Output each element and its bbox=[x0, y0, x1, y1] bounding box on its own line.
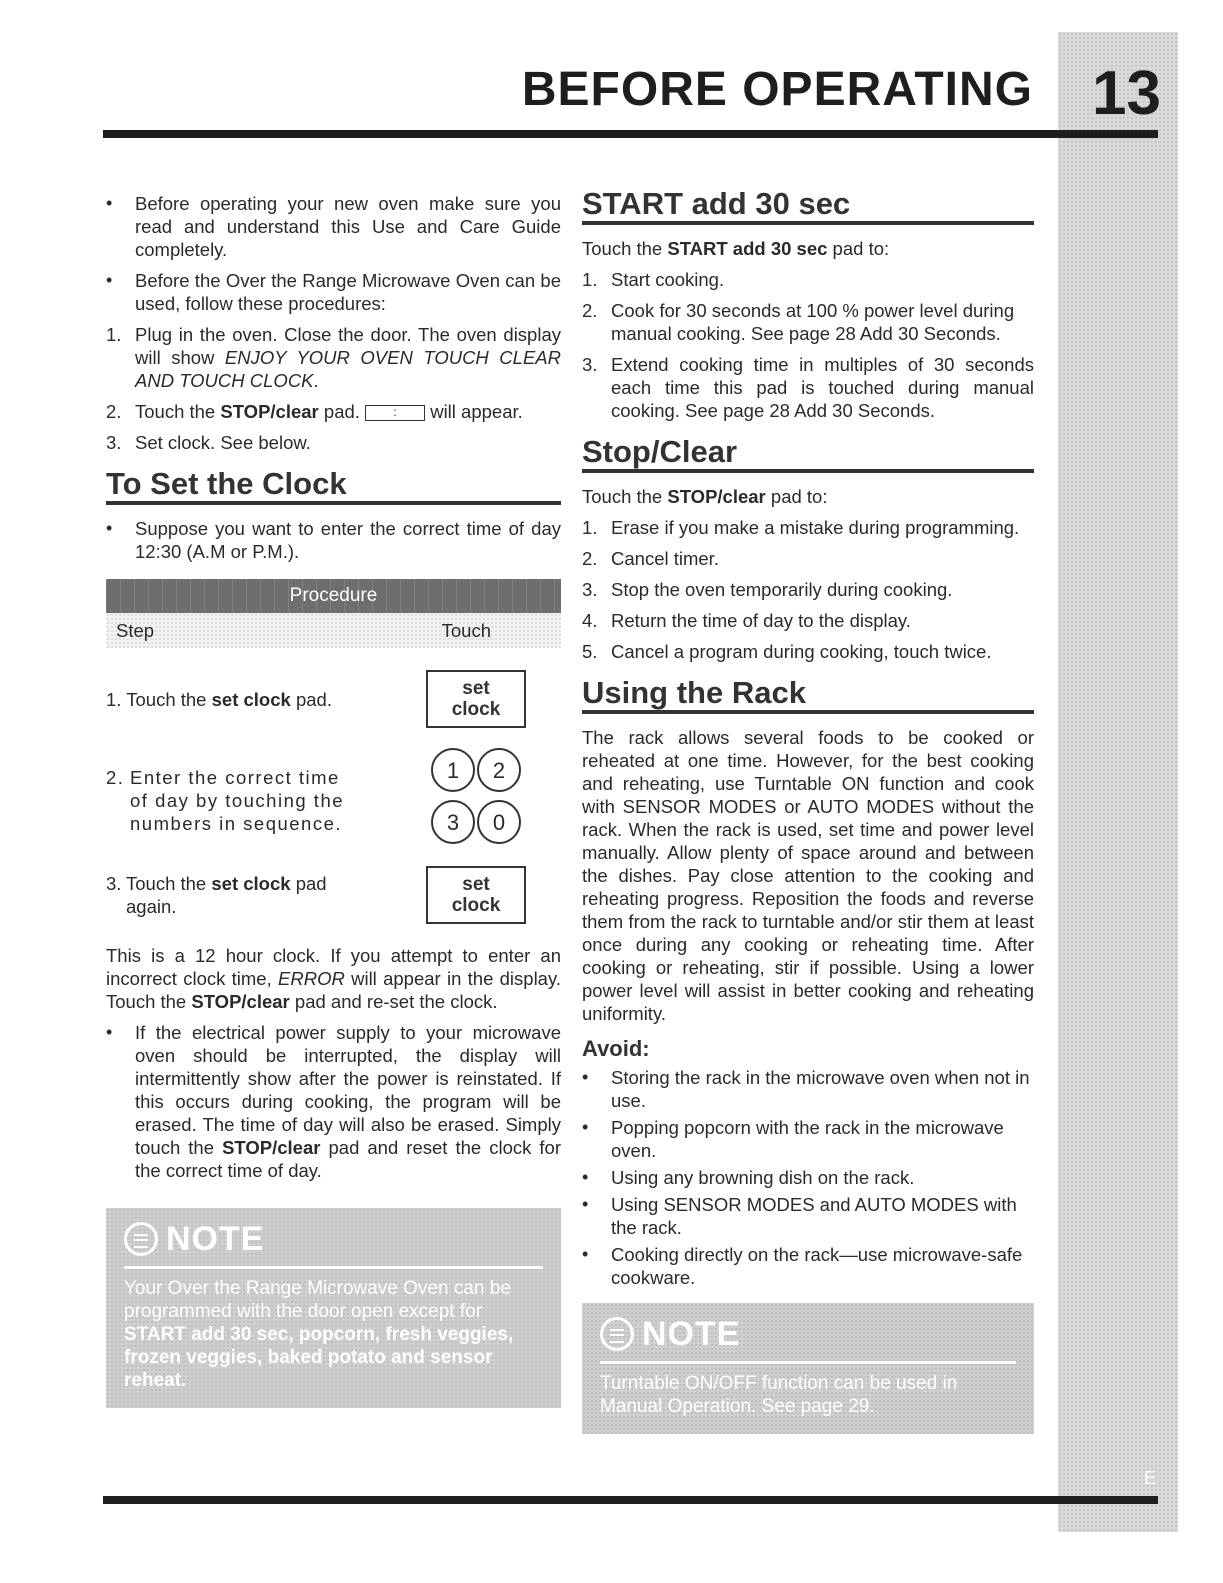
set-clock-bullets bbox=[106, 517, 561, 563]
section-title: Using the Rack bbox=[582, 681, 1034, 714]
note-title: NOTE bbox=[642, 1314, 741, 1353]
number-key-row bbox=[431, 748, 521, 792]
key-label: clock bbox=[451, 895, 501, 916]
step-number: 2. bbox=[106, 401, 122, 422]
note-text-bold: START add 30 sec, popcorn, fresh veggies, frozen veggies, baked potato and sensor reheat. bbox=[124, 1324, 514, 1391]
number-key-1: 1 bbox=[431, 748, 475, 792]
item-text: Cook for 30 seconds at 100 % power level during manual cooking. See page 28 Add 30 Seconds. bbox=[611, 300, 1015, 344]
procedure-step-text bbox=[106, 688, 391, 711]
list-item: • Storing the rack in the microwave oven when not in use. bbox=[582, 1066, 1034, 1112]
section-intro bbox=[582, 237, 1034, 260]
paragraph-text: will appear in the display. Touch the bbox=[106, 968, 561, 1012]
step-text-part: will appear. bbox=[425, 401, 523, 422]
note-text: Turntable ON/OFF function can be used in Manual Operation. See page 29. bbox=[600, 1373, 958, 1417]
item-number: 1. bbox=[582, 517, 598, 538]
step-text-part: pad. bbox=[318, 401, 366, 422]
step-text-part: Plug in the oven. Close the door. The oven display will show bbox=[135, 324, 561, 368]
note-box bbox=[582, 1303, 1034, 1434]
note-text bbox=[124, 1277, 543, 1392]
pad-name: set clock bbox=[211, 873, 291, 894]
procedure-keys bbox=[391, 866, 561, 924]
step-text-part: Touch the bbox=[126, 688, 212, 710]
pad-name: START add 30 sec bbox=[667, 238, 828, 259]
item-text: Erase if you make a mistake during programming. bbox=[611, 517, 1020, 538]
key-label: clock bbox=[451, 699, 501, 720]
list-item: • Before the Over the Range Microwave Oven can be used, follow these procedures: bbox=[106, 269, 561, 315]
pad-name: STOP/clear bbox=[191, 991, 290, 1012]
number-key-3: 3 bbox=[431, 800, 475, 844]
procedure-keys bbox=[391, 748, 561, 852]
avoid-list bbox=[582, 1066, 1034, 1289]
stop-list bbox=[582, 516, 1034, 663]
step-number: 2. bbox=[106, 766, 125, 788]
pad-name: STOP/clear bbox=[222, 1137, 321, 1158]
list-item bbox=[582, 609, 1034, 632]
note-icon bbox=[600, 1317, 634, 1351]
paragraph-text: If the electrical power supply to your microwave oven should be interrupted, the display will intermittently show after the power is reinstated. If this occurs during cooking, the program will be erased. The time of day will also be erased. Simply touch the bbox=[135, 1022, 561, 1158]
item-number: 2. bbox=[582, 548, 598, 569]
note-box bbox=[106, 1208, 561, 1408]
procedure-keys bbox=[391, 670, 561, 728]
list-item bbox=[582, 516, 1034, 539]
intro-text: Touch the bbox=[582, 238, 668, 259]
item-number: 3. bbox=[582, 579, 598, 600]
step-number: 1. bbox=[106, 324, 122, 345]
number-key-0: 0 bbox=[477, 800, 521, 844]
step-number: 1. bbox=[106, 688, 122, 710]
list-item: • Cooking directly on the rack—use microwave-safe cookware. bbox=[582, 1243, 1034, 1289]
step-text-part: Enter the correct time of day by touching the numbers in sequence. bbox=[130, 766, 345, 834]
list-item bbox=[582, 547, 1034, 570]
set-clock-key bbox=[426, 670, 526, 728]
footer-rule bbox=[103, 1496, 1158, 1504]
item-number: 1. bbox=[582, 269, 598, 290]
right-column bbox=[582, 186, 1034, 1434]
paragraph-text: pad and reset the clock for the correct time of day. bbox=[135, 1137, 561, 1181]
clock-paragraph bbox=[106, 944, 561, 1013]
step-text-part: . bbox=[313, 370, 319, 391]
key-label: set bbox=[462, 874, 490, 895]
step-text bbox=[135, 400, 561, 423]
pad-name: STOP/clear bbox=[220, 401, 319, 422]
step-column-label: Step bbox=[116, 620, 155, 641]
list-item: • Suppose you want to enter the correct time of day 12:30 (A.M or P.M.). bbox=[106, 517, 561, 563]
rack-paragraph: The rack allows several foods to be cooked or reheated at one time. However, for the best cooking and reheating, use Turntable ON function and cook with SENSOR MODES or AUTO MODES without the rack. When the rack is used, set time and power level manually. Allow plenty of space around and between the dishes. Pay close attention to the cooking and reheating progress. Reposition the foods and reverse them from the rack to turntable and/or stir them at least once during any cooking or reheating time. After cooking or reheating, stir if possible. Using a lower power level will assist in better cooking and reheating uniformity. bbox=[582, 727, 1034, 1024]
page-title: BEFORE OPERATING bbox=[521, 63, 1033, 116]
step-text bbox=[135, 323, 561, 392]
power-bullets bbox=[106, 1021, 561, 1182]
procedure-step-text bbox=[106, 872, 391, 918]
note-divider bbox=[124, 1266, 543, 1269]
list-item: • Before operating your new oven make sure you read and understand this Use and Care Guide completely. bbox=[106, 192, 561, 261]
item-text: Start cooking. bbox=[611, 269, 725, 290]
intro-bullets bbox=[106, 192, 561, 315]
step-text-part: Touch the bbox=[135, 401, 221, 422]
item-text: Cancel a program during cooking, touch twice. bbox=[611, 641, 992, 662]
pad-name: set clock bbox=[211, 688, 291, 710]
procedure-row bbox=[106, 670, 561, 728]
step-text: Set clock. See below. bbox=[135, 432, 311, 453]
note-icon bbox=[124, 1222, 158, 1256]
step-number: 3. bbox=[106, 873, 122, 894]
note-divider bbox=[600, 1361, 1016, 1364]
display-message: ENJOY YOUR OVEN TOUCH CLEAR AND TOUCH CLOCK bbox=[135, 347, 561, 391]
item-number: 2. bbox=[582, 300, 598, 321]
step-text-part: Touch the bbox=[126, 873, 212, 894]
step-text-part: pad. bbox=[290, 688, 332, 710]
intro-text: pad to: bbox=[827, 238, 890, 259]
section-intro bbox=[582, 485, 1034, 508]
list-item bbox=[106, 1021, 561, 1182]
item-text: Stop the oven temporarily during cooking. bbox=[611, 579, 953, 600]
header-rule bbox=[103, 130, 1158, 138]
procedure-bar: Procedure bbox=[106, 579, 561, 613]
procedure-header bbox=[106, 613, 561, 648]
list-item bbox=[106, 431, 561, 454]
section-title: Stop/Clear bbox=[582, 440, 1034, 473]
start-list bbox=[582, 268, 1034, 422]
avoid-title: Avoid: bbox=[582, 1036, 650, 1061]
side-tab-letter: E bbox=[1144, 1468, 1157, 1488]
item-text: Cancel timer. bbox=[611, 548, 719, 569]
note-title: NOTE bbox=[166, 1219, 265, 1258]
section-title: To Set the Clock bbox=[106, 472, 561, 505]
item-number: 4. bbox=[582, 610, 598, 631]
error-message: ERROR bbox=[278, 968, 345, 989]
note-text-part: Your Over the Range Microwave Oven can be programmed with the door open except for bbox=[124, 1278, 511, 1322]
section-title: START add 30 sec bbox=[582, 192, 1034, 225]
page-number: 13 bbox=[1092, 59, 1161, 128]
list-item: • Using any browning dish on the rack. bbox=[582, 1166, 1034, 1189]
left-column bbox=[106, 192, 561, 1408]
list-item bbox=[106, 323, 561, 392]
side-tab bbox=[1058, 32, 1178, 1532]
note-header bbox=[600, 1314, 1016, 1353]
item-number: 5. bbox=[582, 641, 598, 662]
step-text-part: pad again. bbox=[126, 873, 327, 917]
list-item bbox=[582, 299, 1034, 345]
procedure-row bbox=[106, 748, 561, 852]
touch-column-label: Touch bbox=[441, 620, 491, 641]
list-item bbox=[582, 268, 1034, 291]
paragraph-text: pad and re-set the clock. bbox=[289, 991, 498, 1012]
list-item: • Popping popcorn with the rack in the microwave oven. bbox=[582, 1116, 1034, 1162]
note-header bbox=[124, 1219, 543, 1258]
procedure-step-text bbox=[106, 766, 391, 835]
display-indicator: : bbox=[365, 405, 425, 421]
set-clock-key bbox=[426, 866, 526, 924]
intro-text: Touch the bbox=[582, 486, 668, 507]
list-item: • Using SENSOR MODES and AUTO MODES with the rack. bbox=[582, 1193, 1034, 1239]
list-item bbox=[582, 640, 1034, 663]
list-item bbox=[582, 353, 1034, 422]
item-number: 3. bbox=[582, 354, 598, 375]
paragraph-text: This is a 12 hour clock. If you attempt to enter an incorrect clock time, bbox=[106, 945, 561, 989]
item-text: Return the time of day to the display. bbox=[611, 610, 911, 631]
step-text-part bbox=[126, 872, 366, 918]
step-number: 3. bbox=[106, 432, 122, 453]
procedure-row bbox=[106, 866, 561, 924]
key-label: set bbox=[462, 678, 490, 699]
list-item bbox=[582, 578, 1034, 601]
number-key-row bbox=[431, 800, 521, 844]
intro-text: pad to: bbox=[765, 486, 828, 507]
pad-name: STOP/clear bbox=[667, 486, 766, 507]
list-item bbox=[106, 400, 561, 423]
number-key-2: 2 bbox=[477, 748, 521, 792]
item-text: Extend cooking time in multiples of 30 seconds each time this pad is touched during manual cooking. See page 28 Add 30 Seconds. bbox=[611, 354, 1034, 421]
setup-steps bbox=[106, 323, 561, 454]
